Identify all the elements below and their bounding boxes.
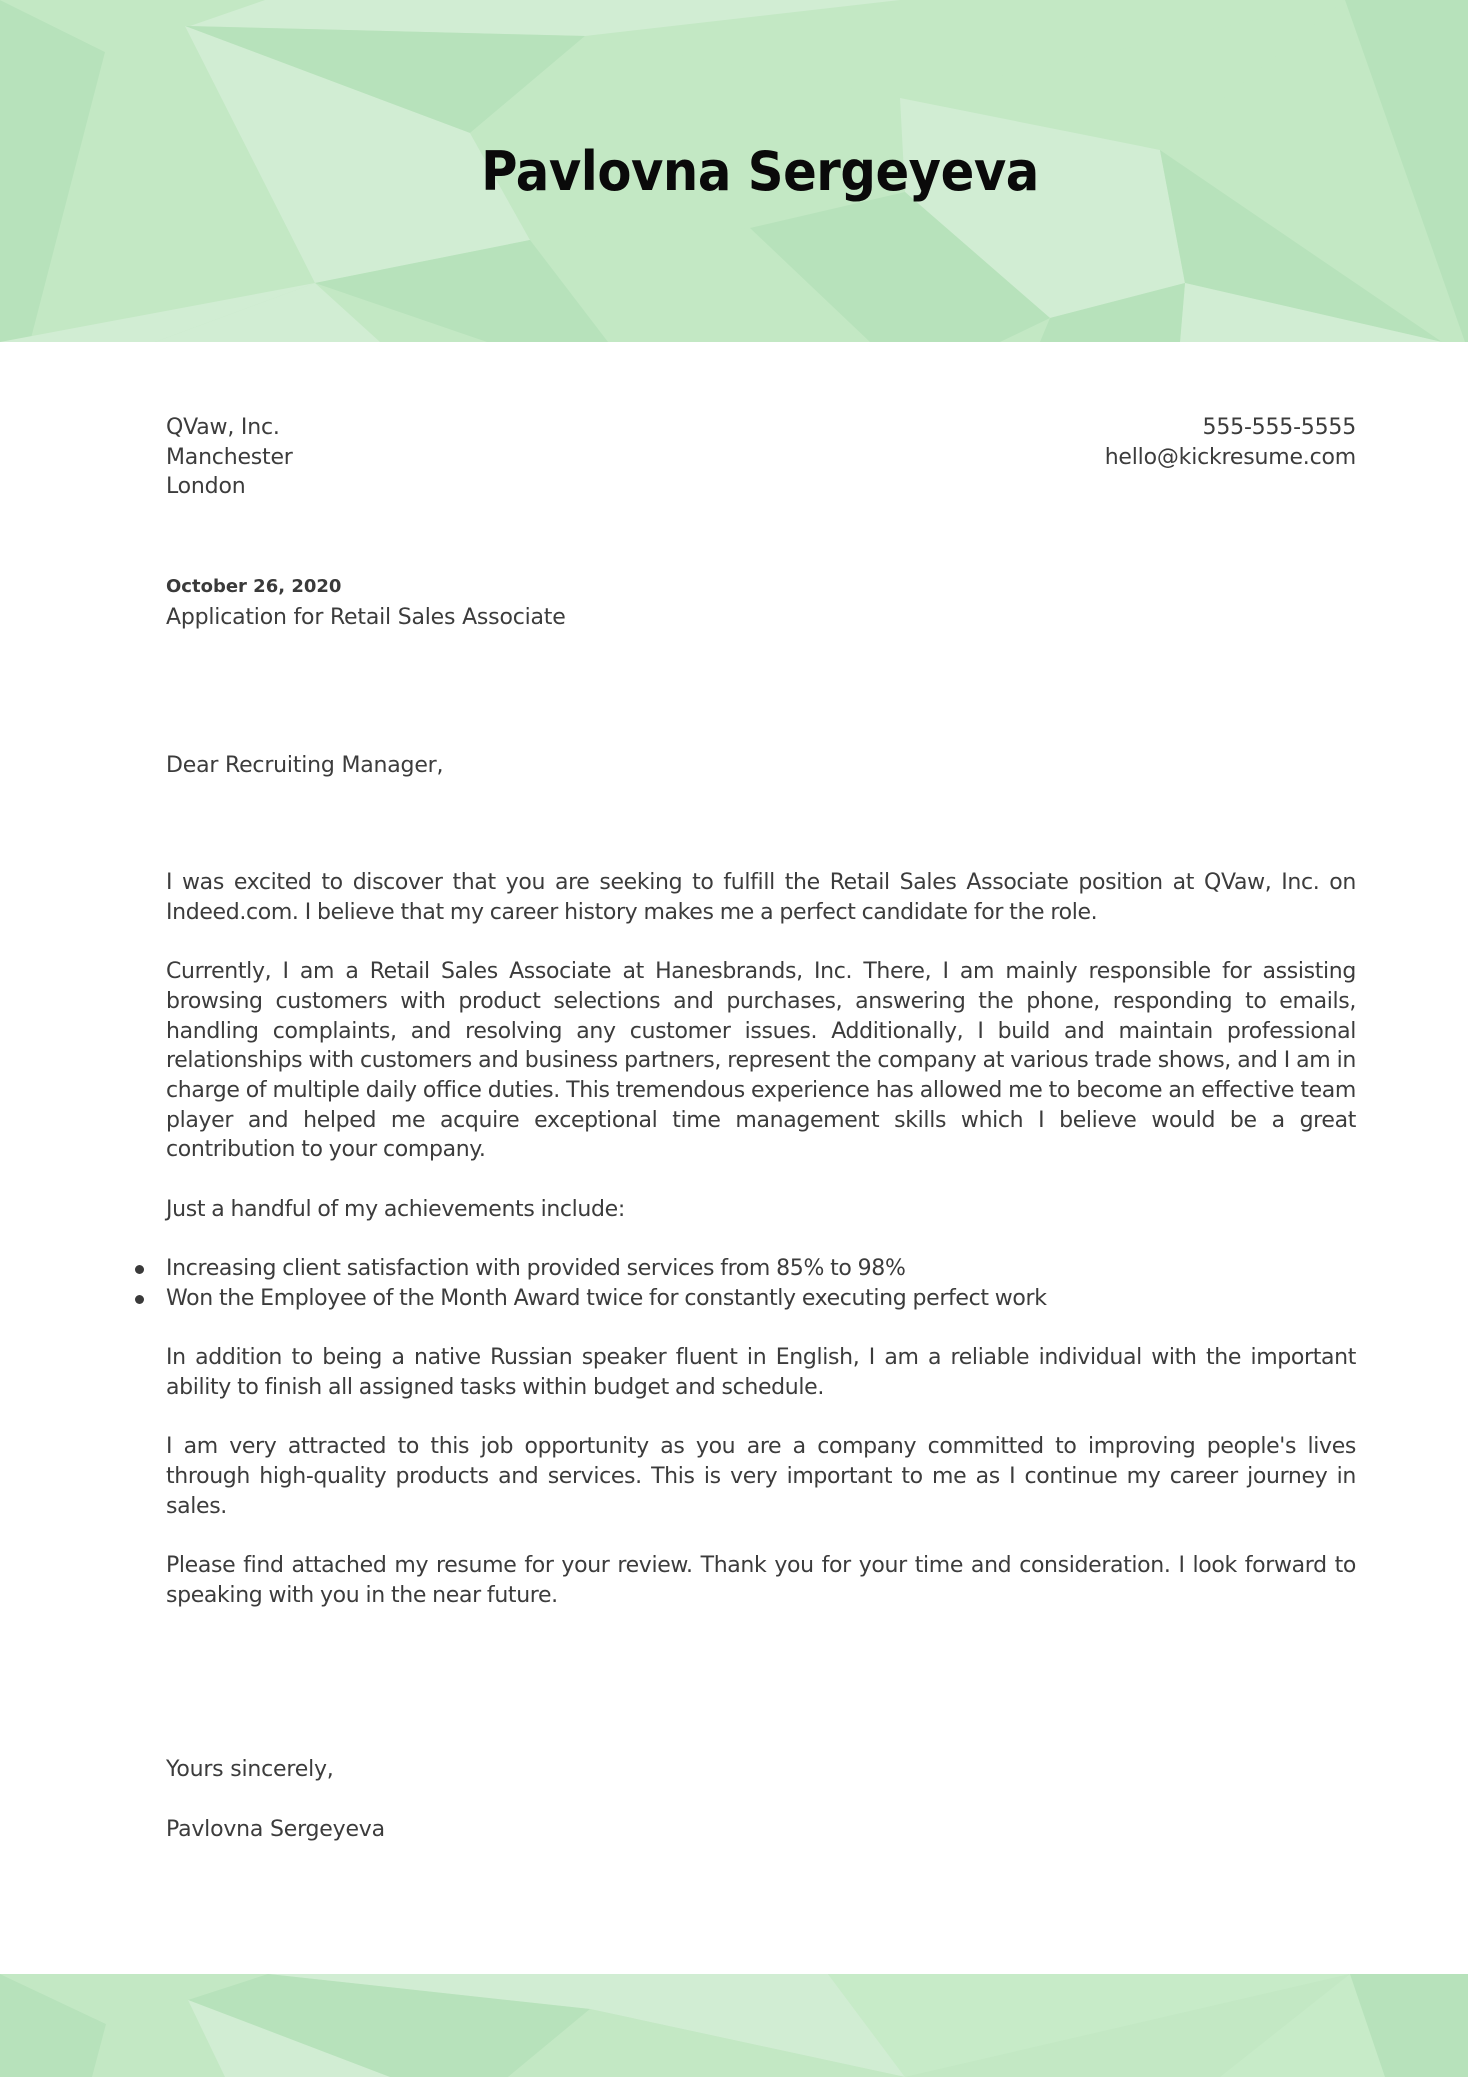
body-paragraph: I am very attracted to this job opportunity as you are a company committed to improving people's lives through high-quality products and services. This is very important to me as I continue my career journey in sales.: [166, 1434, 1356, 1519]
achievement-text: Won the Employee of the Month Award twice for constantly executing perfect work: [166, 1285, 1047, 1311]
bullet-icon: [135, 1295, 144, 1304]
body-paragraph: Please find attached my resume for your review. Thank you for your time and consideration. I look forward to speaking with you in the near future.: [166, 1553, 1356, 1608]
contact-email: hello@kickresume.com: [1104, 444, 1356, 470]
body-paragraph: Just a handful of my achievements include:: [166, 1196, 625, 1222]
achievement-item: [166, 1284, 1356, 1314]
achievement-text: Increasing client satisfaction with provided services from 85% to 98%: [166, 1256, 906, 1282]
footer-polygon-pattern: [0, 1974, 1468, 2077]
recipient-company: QVaw, Inc.: [166, 415, 280, 440]
achievement-item: [166, 1254, 1356, 1284]
footer-banner: [0, 1974, 1468, 2077]
letter-closing: Yours sincerely,: [166, 1757, 334, 1782]
achievements-list: [166, 1254, 1356, 1313]
contact-info: [1105, 413, 1356, 472]
applicant-name-heading: Pavlovna Sergeyeva: [481, 140, 1039, 203]
recipient-city: Manchester: [166, 444, 293, 470]
body-paragraph: Currently, I am a Retail Sales Associate at Hanesbrands, Inc. There, I am mainly responsible for assisting browsing customers with product selections and purchases, answering the phone, responding to emails, handling complaints, and resolving any customer issues. Additionally, I build and maintain professional relationships with customers and business partners, represent the company at various trade shows, and I am in charge of multiple daily office duties. This tremendous experience has allowed me to become an effective team player and helped me acquire exceptional time management skills which I believe would be a great contribution to your company.: [166, 959, 1356, 1163]
body-paragraph: I was excited to discover that you are seeking to fulfill the Retail Sales Associate position at QVaw, Inc. on Indeed.com. I believe that my career history makes me a perfect candidate for the role.: [166, 870, 1356, 925]
recipient-address: [166, 413, 293, 502]
letter-signature: Pavlovna Sergeyeva: [166, 1817, 385, 1842]
letter-date: October 26, 2020: [166, 576, 342, 597]
letter-body: [166, 868, 1356, 1640]
header-banner: [0, 0, 1468, 342]
bullet-icon: [135, 1265, 144, 1274]
body-paragraph: In addition to being a native Russian speaker fluent in English, I am a reliable individual with the important ability to finish all assigned tasks within budget and schedule.: [166, 1345, 1356, 1400]
letter-subject: Application for Retail Sales Associate: [166, 605, 566, 630]
letter-greeting: Dear Recruiting Manager,: [166, 753, 444, 778]
recipient-region: London: [166, 474, 246, 500]
contact-phone: 555-555-5555: [1202, 415, 1356, 440]
